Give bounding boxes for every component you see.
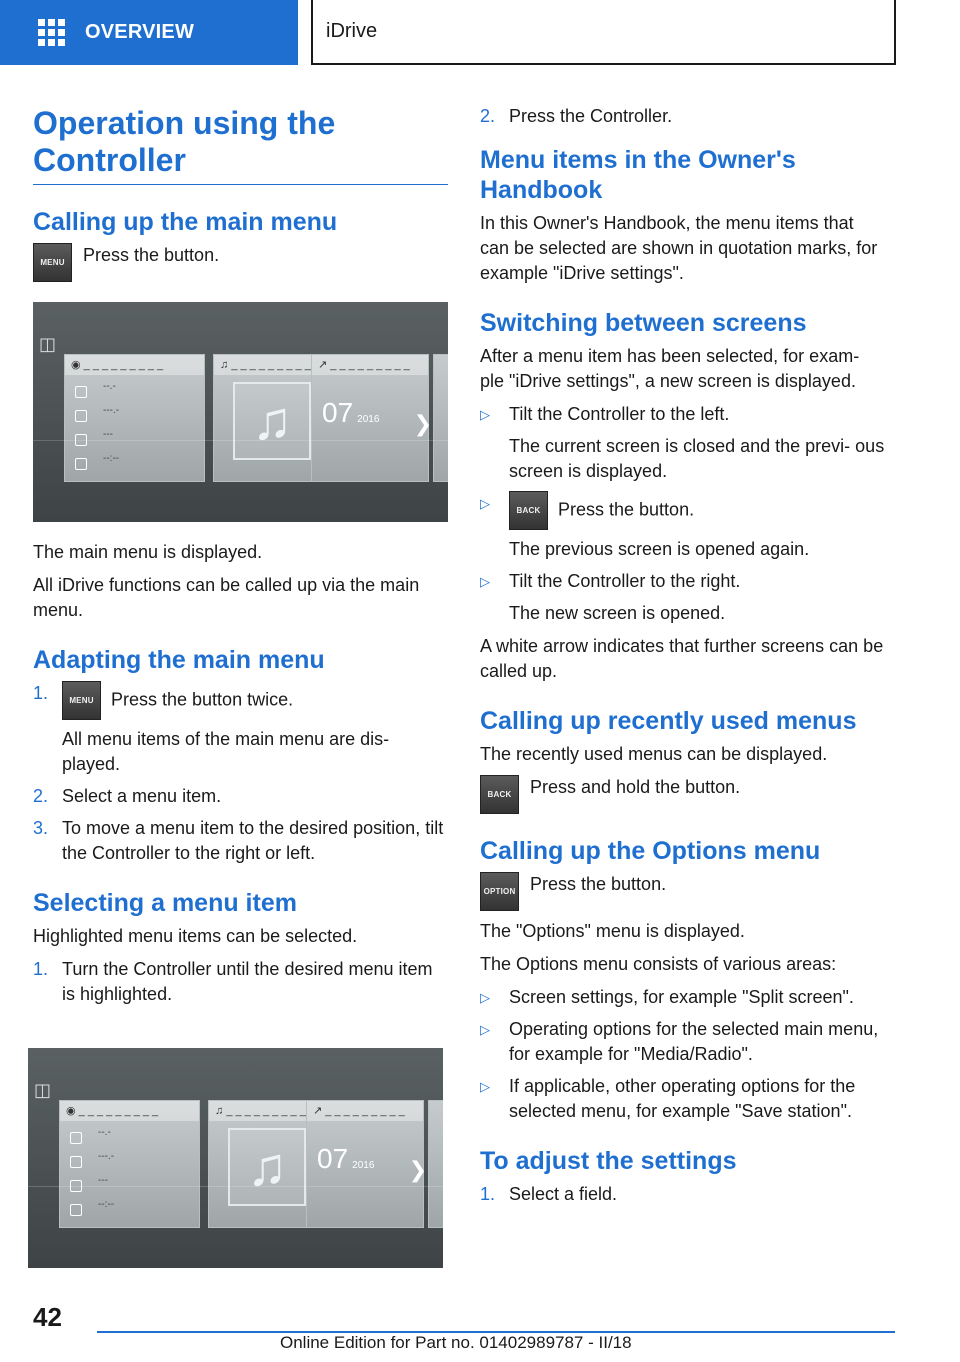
list-item <box>480 491 885 562</box>
item-text: Tilt the Controller to the right. <box>509 571 741 591</box>
paragraph: The Options menu consists of various areas: <box>480 954 837 974</box>
screen-panel-partial <box>428 1100 443 1228</box>
paragraph: All iDrive functions can be called up via the main menu. <box>33 575 420 620</box>
instruction-text: Press the button. <box>530 874 667 894</box>
step-number: 1. <box>480 1184 496 1204</box>
item-text: If applicable, other operating options for the selected menu, for example "Save station". <box>509 1076 856 1121</box>
back-button-icon: BACK <box>480 775 519 814</box>
step-number: 1. <box>33 683 49 703</box>
menu-button-icon: MENU <box>62 681 101 720</box>
step-number: 3. <box>33 818 49 838</box>
item-subtext: The current screen is closed and the previ‐ ous screen is displayed. <box>509 436 885 481</box>
screens-icon: ◫ <box>34 1080 52 1100</box>
music-note-icon: ♫ <box>233 382 311 460</box>
selecting-steps-continued <box>480 104 885 129</box>
back-button-instruction <box>480 775 885 814</box>
screen-panel-partial <box>433 354 448 482</box>
step-text: To move a menu item to the desired position, tilt the Controller to the right or left. <box>62 818 444 863</box>
grid-icon <box>38 19 65 46</box>
list-item <box>33 784 448 809</box>
step-number: 2. <box>480 106 496 126</box>
options-list <box>480 985 885 1124</box>
panel-row: --.- <box>70 1127 191 1151</box>
chevron-right-icon: ❯ <box>413 411 432 436</box>
adjust-steps <box>480 1182 885 1207</box>
triangle-right-icon: ▷ <box>480 990 490 1005</box>
list-item <box>480 1074 885 1124</box>
panel-row: --:-- <box>75 453 196 477</box>
menu-button-icon: MENU <box>33 243 72 282</box>
list-item <box>480 569 885 626</box>
panel-row: ---.- <box>75 405 196 429</box>
left-column <box>33 100 448 1015</box>
panel-row: --- <box>70 1175 191 1199</box>
main-menu-screenshot <box>33 302 448 522</box>
step-text: Press the Controller. <box>509 106 673 126</box>
date-display: 07 2016 <box>322 397 380 428</box>
floor-line <box>33 440 448 441</box>
back-button-icon: BACK <box>509 491 548 530</box>
instruction-text: Press the button. <box>83 245 220 265</box>
chapter-title: Operation using the Controller <box>33 100 448 185</box>
paragraph: The recently used menus can be displayed. <box>480 744 828 764</box>
item-text: Tilt the Controller to the left. <box>509 404 730 424</box>
triangle-right-icon: ▷ <box>480 407 490 422</box>
adapting-steps <box>33 681 448 866</box>
section-title-recent-menus: Calling up recently used menus <box>480 707 857 735</box>
section-title-options-menu: Calling up the Options menu <box>480 837 821 865</box>
step-text: Press the button twice. <box>111 689 294 710</box>
item-subtext: The previous screen is opened again. <box>509 539 810 559</box>
triangle-right-icon: ▷ <box>480 574 490 589</box>
date-display: 07 2016 <box>317 1143 375 1174</box>
paragraph: In this Owner's Handbook, the menu items that can be selected are shown in quotation marks, for example "iDrive settings". <box>480 213 878 283</box>
paragraph: The main menu is displayed. <box>33 542 263 562</box>
edition-note: Online Edition for Part no. 01402989787 - II/18 <box>280 1333 632 1352</box>
screen-panel-date <box>311 354 432 482</box>
panel-header: ↗ _ _ _ _ _ _ _ _ _ <box>307 1101 423 1121</box>
step-text: Select a menu item. <box>62 786 222 806</box>
item-text: Press the button. <box>558 499 695 520</box>
panel-row: --.- <box>75 381 196 405</box>
paragraph: A white arrow indicates that further screens can be called up. <box>480 636 884 681</box>
list-item <box>33 957 448 1007</box>
section-title-selecting: Selecting a menu item <box>33 889 297 917</box>
switching-list <box>480 402 885 626</box>
item-text: Operating options for the selected main menu, for example for "Media/Radio". <box>509 1019 879 1064</box>
breadcrumb-label: iDrive <box>326 20 378 42</box>
panel-rows <box>70 1127 191 1223</box>
selecting-steps <box>33 957 448 1007</box>
highlighted-menu-screenshot <box>28 1048 443 1268</box>
step-number: 2. <box>33 786 49 806</box>
panel-header: ♫ _ _ _ _ _ _ _ _ _ <box>214 355 330 375</box>
overview-tab-label: OVERVIEW <box>85 21 195 43</box>
right-column <box>480 104 885 1215</box>
menu-button-instruction <box>33 243 448 282</box>
list-item <box>33 681 448 777</box>
panel-row: --- <box>75 429 196 453</box>
section-title-owners-handbook: Menu items in the Owner's Handbook <box>480 146 796 204</box>
instruction-text: Press and hold the button. <box>530 777 741 797</box>
triangle-right-icon: ▷ <box>480 496 490 511</box>
list-item <box>480 104 885 129</box>
step-text: Select a field. <box>509 1184 618 1204</box>
panel-row: --:-- <box>70 1199 191 1223</box>
triangle-right-icon: ▷ <box>480 1079 490 1094</box>
overview-tab[interactable] <box>0 0 298 65</box>
panel-header: ↗ _ _ _ _ _ _ _ _ _ <box>312 355 428 375</box>
page-number: 42 <box>33 1302 62 1332</box>
panel-row: ---.- <box>70 1151 191 1175</box>
chevron-right-icon: ❯ <box>408 1157 427 1182</box>
list-item <box>33 816 448 866</box>
breadcrumb <box>311 0 896 65</box>
list-item <box>480 1182 885 1207</box>
triangle-right-icon: ▷ <box>480 1022 490 1037</box>
paragraph: After a menu item has been selected, for exam‐ ple "iDrive settings", a new screen is displayed. <box>480 346 860 391</box>
paragraph: Highlighted menu items can be selected. <box>33 926 358 946</box>
screen-panel-date <box>306 1100 427 1228</box>
option-button-icon: OPTION <box>480 872 519 911</box>
panel-header: ◉ _ _ _ _ _ _ _ _ _ <box>60 1101 199 1121</box>
item-subtext: The new screen is opened. <box>509 603 726 623</box>
section-title-adapting: Adapting the main menu <box>33 646 325 674</box>
music-note-icon: ♫ <box>228 1128 306 1206</box>
section-title-switching: Switching between screens <box>480 309 807 337</box>
screens-icon: ◫ <box>39 334 57 354</box>
screen-panel-vehicle <box>59 1100 200 1228</box>
panel-rows <box>75 381 196 477</box>
section-title-adjust-settings: To adjust the settings <box>480 1147 737 1175</box>
step-number: 1. <box>33 959 49 979</box>
list-item <box>480 402 885 484</box>
section-title-main-menu: Calling up the main menu <box>33 208 338 236</box>
list-item <box>480 985 885 1010</box>
panel-header: ♫ _ _ _ _ _ _ _ _ _ <box>209 1101 325 1121</box>
step-text: Turn the Controller until the desired menu item is highlighted. <box>62 959 433 1004</box>
panel-header: ◉ _ _ _ _ _ _ _ _ _ <box>65 355 204 375</box>
list-item <box>480 1017 885 1067</box>
screen-panel-vehicle <box>64 354 205 482</box>
item-text: Screen settings, for example "Split screen". <box>509 987 854 1007</box>
option-button-instruction <box>480 872 885 911</box>
step-subtext: All menu items of the main menu are dis‐ played. <box>62 729 390 774</box>
floor-line <box>28 1186 443 1187</box>
paragraph: The "Options" menu is displayed. <box>480 921 745 941</box>
